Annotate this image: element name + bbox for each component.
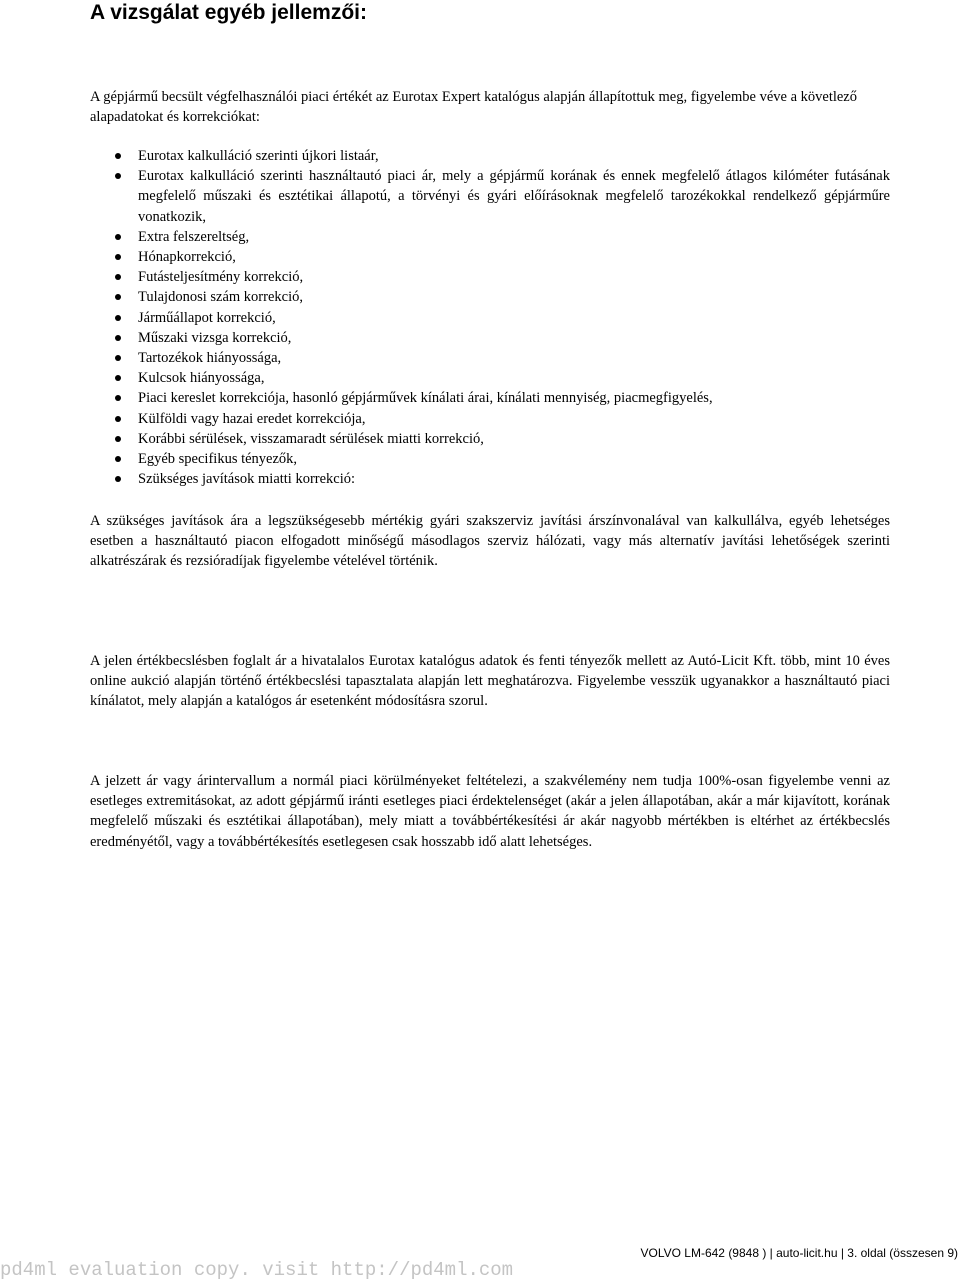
list-item: Hónapkorrekció,	[138, 247, 890, 267]
list-item: Műszaki vizsga korrekció,	[138, 328, 890, 348]
intro-paragraph: A gépjármű becsült végfelhasználói piaci értékét az Eurotax Expert katalógus alapján állapítottuk meg, figyelembe véve a követlező alapadatokat és korrekciókat:	[90, 89, 857, 125]
correction-list	[138, 146, 890, 489]
bullet-icon	[115, 335, 121, 341]
bullet-icon	[115, 375, 121, 381]
bullet-icon	[115, 294, 121, 300]
page-heading: A vizsgálat egyéb jellemzői:	[90, 1, 367, 24]
bullet-icon	[115, 416, 121, 422]
bullet-icon	[115, 476, 121, 482]
list-item: Eurotax kalkulláció szerinti újkori listaár,	[138, 146, 890, 166]
disclaimer-paragraph: A jelzett ár vagy árintervallum a normál piaci körülményeket feltételezi, a szakvélemény nem tudja 100%-osan figyelembe venni az esetleges extremitásokat, az adott gépjármű iránti esetleges piaci érdektelenséget (akár a jelen állapotában, akár a már kijavított, korának megfelelő műszaki és esztétikai állapotában), mely miatt a továbbértékesítési ár akár nagyobb mértékben is eltérhet az értékbecslés eredményétől, vagy a továbbértékesítés esetlegesen csak hosszabb idő alatt lehetséges.	[90, 773, 890, 850]
watermark-text: pd4ml evaluation copy. visit http://pd4ml.com	[0, 1259, 514, 1281]
list-item: Tartozékok hiányossága,	[138, 348, 890, 368]
list-item: Külföldi vagy hazai eredet korrekciója,	[138, 409, 890, 429]
bullet-icon	[115, 456, 121, 462]
bullet-icon	[115, 153, 121, 159]
list-item: Korábbi sérülések, visszamaradt sérülések miatti korrekció,	[138, 429, 890, 449]
repair-cost-paragraph: A szükséges javítások ára a legszükségesebb mértékig gyári szakszerviz javítási árszínvonalával van kalkullálva, egyéb lehetséges esetben a használtautó piacon elfogadott minőségű másodlagos szerviz hálózati, vagy más alternatív javítási lehetőségek szerinti alkatrészárak és rezsióradíjak figyelembe vételével történik.	[90, 513, 890, 570]
list-item: Eurotax kalkulláció szerinti használtautó piaci ár, mely a gépjármű korának és ennek megfelelő átlagos kilóméter futásának megfelelő műszaki és esztétikai állapotú, a törvényi és gyári előírásoknak megfelelő tarozékokkal rendelkező gépjárműre vonatkozik,	[138, 166, 890, 227]
list-item: Extra felszereltség,	[138, 227, 890, 247]
list-item: Tulajdonosi szám korrekció,	[138, 287, 890, 307]
list-item: Kulcsok hiányossága,	[138, 368, 890, 388]
bullet-icon	[115, 355, 121, 361]
bullet-icon	[115, 315, 121, 321]
list-item: Egyéb specifikus tényezők,	[138, 449, 890, 469]
list-item: Járműállapot korrekció,	[138, 308, 890, 328]
bullet-icon	[115, 274, 121, 280]
list-item: Piaci kereslet korrekciója, hasonló gépjárművek kínálati árai, kínálati mennyiség, piacmegfigyelés,	[138, 388, 890, 408]
bullet-icon	[115, 254, 121, 260]
bullet-icon	[115, 436, 121, 442]
list-item: Szükséges javítások miatti korrekció:	[138, 469, 890, 489]
bullet-icon	[115, 395, 121, 401]
bullet-icon	[115, 234, 121, 240]
bullet-icon	[115, 173, 121, 179]
list-item: Futásteljesítmény korrekció,	[138, 267, 890, 287]
valuation-basis-paragraph: A jelen értékbecslésben foglalt ár a hivatalalos Eurotax katalógus adatok és fenti tényezők mellett az Autó-Licit Kft. több, mint 10 éves online aukció alapján történő értékbecslési tapasztalata alapján lett meghatározva. Figyelembe vesszük ugyanakkor a használtautó piaci kínálatot, mely alapján a katalógos ár esetenként módosításra szorul.	[90, 653, 890, 710]
page-footer: VOLVO LM-642 (9848 ) | auto-licit.hu | 3. oldal (összesen 9)	[640, 1246, 958, 1260]
